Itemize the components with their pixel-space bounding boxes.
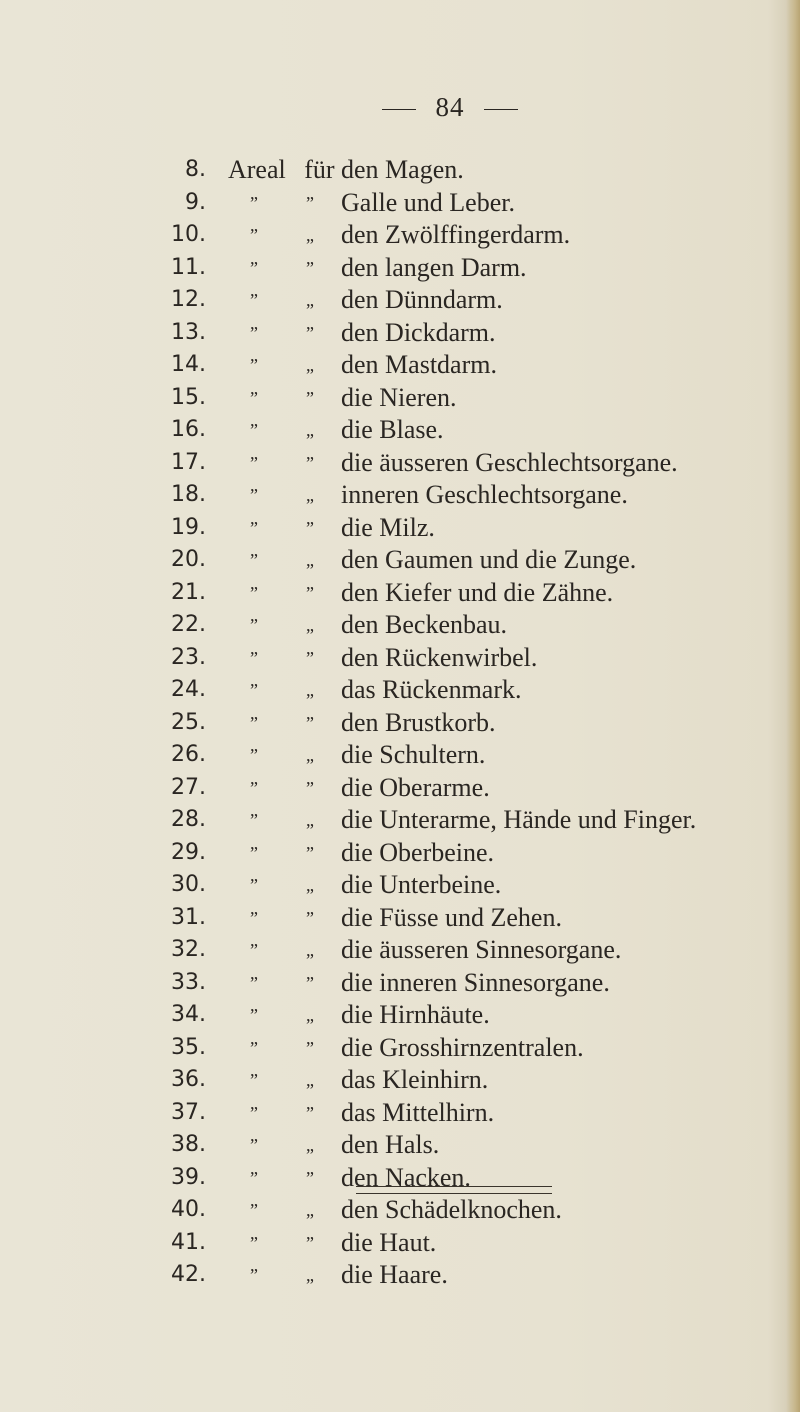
ditto-mark: „	[306, 290, 314, 310]
entry-text: das Mittelhirn.	[341, 1097, 495, 1127]
entry-number: 8.	[185, 157, 206, 182]
entry-number: 37.	[171, 1099, 206, 1125]
entry-text: Galle und Leber.	[341, 187, 515, 217]
entry-text: die Blase.	[341, 415, 444, 444]
entry-text: die inneren Sinnesorgane.	[341, 967, 610, 997]
ditto-mark: „	[306, 810, 314, 830]
ditto-mark: ”	[250, 452, 258, 473]
entry-number: 41.	[171, 1229, 206, 1255]
ditto-mark: „	[306, 1005, 314, 1025]
entry-text: die Unterarme, Hände und Finger.	[341, 805, 697, 834]
ditto-mark: ”	[306, 582, 314, 603]
entry-number: 32.	[171, 937, 206, 962]
ditto-mark: ”	[306, 322, 314, 343]
entry-text: die Unterbeine.	[341, 870, 502, 899]
entry-text: den Kiefer und die Zähne.	[341, 577, 614, 607]
ditto-mark: ”	[306, 777, 314, 798]
ditto-mark: ”	[250, 745, 258, 765]
entry-number: 26.	[171, 742, 206, 767]
entry-number: 36.	[171, 1067, 206, 1092]
entry-text: den Beckenbau.	[341, 610, 508, 639]
ditto-mark: ”	[306, 257, 314, 278]
entry-number: 21.	[171, 579, 206, 605]
ditto-mark: ”	[250, 257, 258, 278]
ditto-mark: ”	[250, 1037, 258, 1058]
list-item	[0, 902, 800, 935]
ditto-mark: ”	[250, 387, 258, 408]
list-item	[0, 544, 800, 577]
entry-text: den Dickdarm.	[341, 317, 496, 347]
list-item	[0, 1259, 800, 1292]
entry-text: den Zwölffingerdarm.	[341, 220, 571, 249]
list-item	[0, 1097, 800, 1130]
ditto-mark: ”	[306, 1102, 314, 1123]
entry-number: 14.	[171, 352, 206, 377]
entry-number: 27.	[171, 774, 206, 800]
entry-number: 20.	[171, 547, 206, 572]
ditto-mark: ”	[250, 1167, 258, 1188]
ditto-mark: ”	[306, 452, 314, 473]
entry-text: den Gaumen und die Zunge.	[341, 545, 637, 574]
entry-number: 39.	[171, 1164, 206, 1190]
ditto-mark: ”	[250, 940, 258, 960]
page-number-header	[0, 92, 800, 123]
entry-text: den Dünndarm.	[341, 285, 503, 314]
entry-text: den Mastdarm.	[341, 350, 497, 379]
entry-number: 22.	[171, 612, 206, 637]
entry-text: die Nieren.	[341, 382, 457, 412]
list-item	[0, 609, 800, 642]
ditto-mark: ”	[250, 1102, 258, 1123]
entry-text: die Oberarme.	[341, 772, 490, 802]
entry-text: die äusseren Sinnesorgane.	[341, 935, 622, 964]
entry-text: die Haare.	[341, 1260, 448, 1289]
entry-text: das Kleinhirn.	[341, 1065, 489, 1094]
entry-text: den Brustkorb.	[341, 707, 496, 737]
ditto-mark: ”	[306, 647, 314, 668]
list-item	[0, 1064, 800, 1097]
ditto-mark: ”	[306, 1037, 314, 1058]
ditto-mark: ”	[250, 1200, 258, 1220]
ditto-mark: ”	[250, 517, 258, 538]
list-item	[0, 577, 800, 610]
entry-number: 12.	[171, 287, 206, 312]
entry-number: 40.	[171, 1197, 206, 1222]
list-item	[0, 869, 800, 902]
list-item	[0, 804, 800, 837]
ditto-mark: ”	[250, 1135, 258, 1155]
ditto-mark: ”	[306, 387, 314, 408]
list-item	[0, 967, 800, 1000]
entry-number: 24.	[171, 677, 206, 702]
ditto-mark: ”	[250, 420, 258, 440]
list-item	[0, 382, 800, 415]
ditto-mark: „	[306, 420, 314, 440]
entry-text: den Hals.	[341, 1130, 440, 1159]
list-item	[0, 512, 800, 545]
ditto-mark: „	[306, 1265, 314, 1285]
ditto-mark: ”	[250, 680, 258, 700]
entry-number: 17.	[171, 449, 206, 475]
ditto-mark: ”	[250, 777, 258, 798]
ditto-mark: ”	[250, 355, 258, 375]
list-item	[0, 772, 800, 805]
list-item	[0, 154, 800, 187]
entry-number: 18.	[171, 482, 206, 507]
ditto-mark: ”	[250, 1232, 258, 1253]
entry-text: die Milz.	[341, 512, 435, 542]
ditto-mark: ”	[250, 647, 258, 668]
list-item	[0, 999, 800, 1032]
prefix-label: Areal	[228, 155, 286, 184]
ditto-mark: ”	[250, 290, 258, 310]
list-item	[0, 1032, 800, 1065]
list-item	[0, 1129, 800, 1162]
entry-number: 31.	[171, 904, 206, 930]
list-item	[0, 642, 800, 675]
entry-number: 19.	[171, 514, 206, 540]
ditto-mark: „	[306, 485, 314, 505]
ditto-mark: „	[306, 875, 314, 895]
ditto-mark: ”	[250, 1265, 258, 1285]
ditto-mark: ”	[306, 907, 314, 928]
list-item	[0, 479, 800, 512]
entry-number: 13.	[171, 319, 206, 345]
ditto-mark: ”	[306, 1167, 314, 1188]
entry-text: die Füsse und Zehen.	[341, 902, 562, 932]
ditto-mark: „	[306, 1070, 314, 1090]
entry-text: die Haut.	[341, 1227, 437, 1257]
list-item	[0, 252, 800, 285]
list-item	[0, 1194, 800, 1227]
entry-text: die Schultern.	[341, 740, 486, 769]
ditto-mark: ”	[306, 1232, 314, 1253]
list-item	[0, 934, 800, 967]
ditto-mark: ”	[250, 712, 258, 733]
prefix-word: für	[304, 155, 335, 184]
ditto-mark: ”	[250, 192, 258, 213]
ditto-mark: ”	[250, 582, 258, 603]
ditto-mark: „	[306, 1135, 314, 1155]
ditto-mark: ”	[250, 810, 258, 830]
entry-text: inneren Geschlechtsorgane.	[341, 480, 628, 509]
ditto-mark: ”	[250, 875, 258, 895]
entry-number: 33.	[171, 969, 206, 995]
list-item	[0, 739, 800, 772]
list-item	[0, 187, 800, 220]
list-item	[0, 349, 800, 382]
ditto-mark: „	[306, 1200, 314, 1220]
ditto-mark: ”	[306, 712, 314, 733]
ditto-mark: ”	[250, 842, 258, 863]
page-number: 84	[435, 92, 465, 122]
entry-text: den langen Darm.	[341, 252, 527, 282]
ditto-mark: „	[306, 550, 314, 570]
list-item	[0, 837, 800, 870]
entry-number: 15.	[171, 384, 206, 410]
ditto-mark: „	[306, 940, 314, 960]
entry-text: den Rückenwirbel.	[341, 642, 538, 672]
ditto-mark: ”	[306, 192, 314, 213]
ditto-mark: „	[306, 615, 314, 635]
entry-text: den Magen.	[341, 155, 464, 184]
entry-number: 10.	[171, 222, 206, 247]
entry-number: 30.	[171, 872, 206, 897]
entry-number: 11.	[171, 254, 206, 280]
ditto-mark: „	[306, 680, 314, 700]
ditto-mark: ”	[250, 485, 258, 505]
entry-text: das Rückenmark.	[341, 675, 522, 704]
list-item	[0, 284, 800, 317]
entry-text: die Hirnhäute.	[341, 1000, 490, 1029]
ditto-mark: ”	[250, 972, 258, 993]
entry-text: die Grosshirnzentralen.	[341, 1032, 584, 1062]
ditto-mark: ”	[306, 517, 314, 538]
entry-text: die Oberbeine.	[341, 837, 495, 867]
dash-right	[484, 109, 518, 110]
ditto-mark: ”	[250, 550, 258, 570]
ditto-mark: ”	[250, 322, 258, 343]
entry-number: 9.	[185, 189, 206, 215]
ditto-mark: „	[306, 225, 314, 245]
entry-prefix	[228, 154, 335, 187]
dash-left	[382, 109, 416, 110]
list-item	[0, 707, 800, 740]
ditto-mark: „	[306, 745, 314, 765]
entry-number: 29.	[171, 839, 206, 865]
entry-number: 42.	[171, 1262, 206, 1287]
entry-text: den Schädelknochen.	[341, 1195, 562, 1224]
entry-number: 25.	[171, 709, 206, 735]
entry-text: die äusseren Geschlechtsorgane.	[341, 447, 678, 477]
entry-list	[0, 154, 800, 1292]
entry-number: 35.	[171, 1034, 206, 1060]
ditto-mark: ”	[250, 907, 258, 928]
entry-number: 16.	[171, 417, 206, 442]
entry-number: 34.	[171, 1002, 206, 1027]
ditto-mark: ”	[306, 842, 314, 863]
ditto-mark: ”	[306, 972, 314, 993]
list-item	[0, 219, 800, 252]
list-item	[0, 674, 800, 707]
entry-number: 23.	[171, 644, 206, 670]
ditto-mark: ”	[250, 225, 258, 245]
double-rule-divider	[356, 1186, 552, 1194]
ditto-mark: ”	[250, 615, 258, 635]
ditto-mark: „	[306, 355, 314, 375]
entry-number: 28.	[171, 807, 206, 832]
ditto-mark: ”	[250, 1005, 258, 1025]
list-item	[0, 1227, 800, 1260]
entry-number: 38.	[171, 1132, 206, 1157]
list-item	[0, 447, 800, 480]
ditto-mark: ”	[250, 1070, 258, 1090]
entry-text: den Nacken.	[341, 1162, 471, 1192]
list-item	[0, 317, 800, 350]
list-item	[0, 414, 800, 447]
